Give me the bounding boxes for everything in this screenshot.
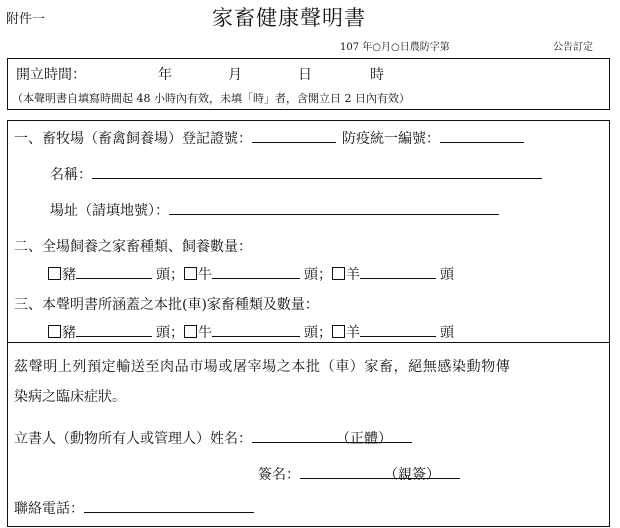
issue-time-row — [16, 64, 86, 84]
issue-hour[interactable]: 時 — [370, 67, 384, 83]
farm-address-label: 場址（請填地號）： — [50, 203, 169, 219]
declaration-divider — [7, 342, 610, 343]
section3-items — [48, 322, 454, 342]
phone-row — [14, 498, 254, 518]
declaration-text-line1: 茲聲明上列預定輸送至肉品市場或屠宰場之本批（車）家畜，絕無感染動物傳 — [14, 359, 511, 375]
document-number: 107 年○月○日農防字第 — [340, 42, 450, 53]
label-sheep-batch: 羊 — [346, 325, 360, 341]
unit-sheep-herd: 頭 — [440, 267, 454, 283]
registration-label: 一、畜牧場（畜禽飼養場）登記證號： — [14, 131, 252, 147]
unified-number-field[interactable] — [440, 128, 524, 143]
registration-number-field[interactable] — [252, 128, 336, 143]
validity-note: （本聲明書自填寫時間起 48 小時內有效，未填「時」者，含開立日 2 日內有效） — [12, 92, 410, 105]
document-title: 家畜健康聲明書 — [212, 6, 366, 30]
section3-title: 三、本聲明書所涵蓋之本批(車)家畜種類及數量： — [14, 297, 319, 313]
section2-items — [48, 264, 454, 284]
farm-name-row — [50, 164, 542, 184]
signature-label: 簽名： — [258, 467, 300, 483]
count-sheep-batch[interactable] — [360, 322, 436, 337]
attachment-label: 附件一 — [6, 12, 46, 27]
declarant-name-suffix: （正體） — [336, 431, 392, 447]
phone-field[interactable] — [84, 498, 254, 513]
signature-suffix: （親簽） — [384, 467, 440, 483]
count-cattle-herd[interactable] — [212, 264, 300, 279]
unit-pig-batch: 頭； — [156, 325, 184, 341]
phone-label: 聯絡電話： — [14, 501, 84, 517]
issue-day[interactable]: 日 — [298, 67, 312, 83]
declarant-row — [14, 428, 392, 448]
unit-pig-herd: 頭； — [156, 267, 184, 283]
count-sheep-herd[interactable] — [360, 264, 436, 279]
count-pig-batch[interactable] — [76, 322, 152, 337]
farm-name-label: 名稱： — [50, 167, 92, 183]
checkbox-pig-herd[interactable] — [48, 267, 61, 280]
checkbox-sheep-herd[interactable] — [332, 267, 345, 280]
farm-name-field[interactable] — [92, 164, 542, 179]
farm-address-row — [50, 200, 499, 220]
checkbox-pig-batch[interactable] — [48, 325, 61, 338]
checkbox-cattle-batch[interactable] — [184, 325, 197, 338]
checkbox-sheep-batch[interactable] — [332, 325, 345, 338]
issue-time-label: 開立時間： — [16, 67, 86, 83]
section2-title: 二、全場飼養之家畜種類、飼養數量： — [14, 239, 252, 255]
checkbox-cattle-herd[interactable] — [184, 267, 197, 280]
farm-address-field[interactable] — [169, 200, 499, 215]
unified-number-label: 防疫統一編號： — [342, 131, 440, 147]
label-sheep-herd: 羊 — [346, 267, 360, 283]
issue-month[interactable]: 月 — [228, 67, 242, 83]
unit-cattle-herd: 頭； — [304, 267, 332, 283]
unit-cattle-batch: 頭； — [304, 325, 332, 341]
signature-row — [258, 464, 440, 484]
unit-sheep-batch: 頭 — [440, 325, 454, 341]
label-pig-herd: 豬 — [62, 267, 76, 283]
label-pig-batch: 豬 — [62, 325, 76, 341]
count-cattle-batch[interactable] — [212, 322, 300, 337]
announcement-note: 公告訂定 — [553, 42, 593, 53]
count-pig-herd[interactable] — [76, 264, 152, 279]
declarant-name-label: 立書人（動物所有人或管理人）姓名： — [14, 431, 252, 447]
issue-year[interactable]: 年 — [158, 67, 172, 83]
label-cattle-herd: 牛 — [198, 267, 212, 283]
label-cattle-batch: 牛 — [198, 325, 212, 341]
registration-row — [14, 128, 524, 148]
declaration-text-line2: 染病之臨床症狀。 — [14, 389, 126, 405]
